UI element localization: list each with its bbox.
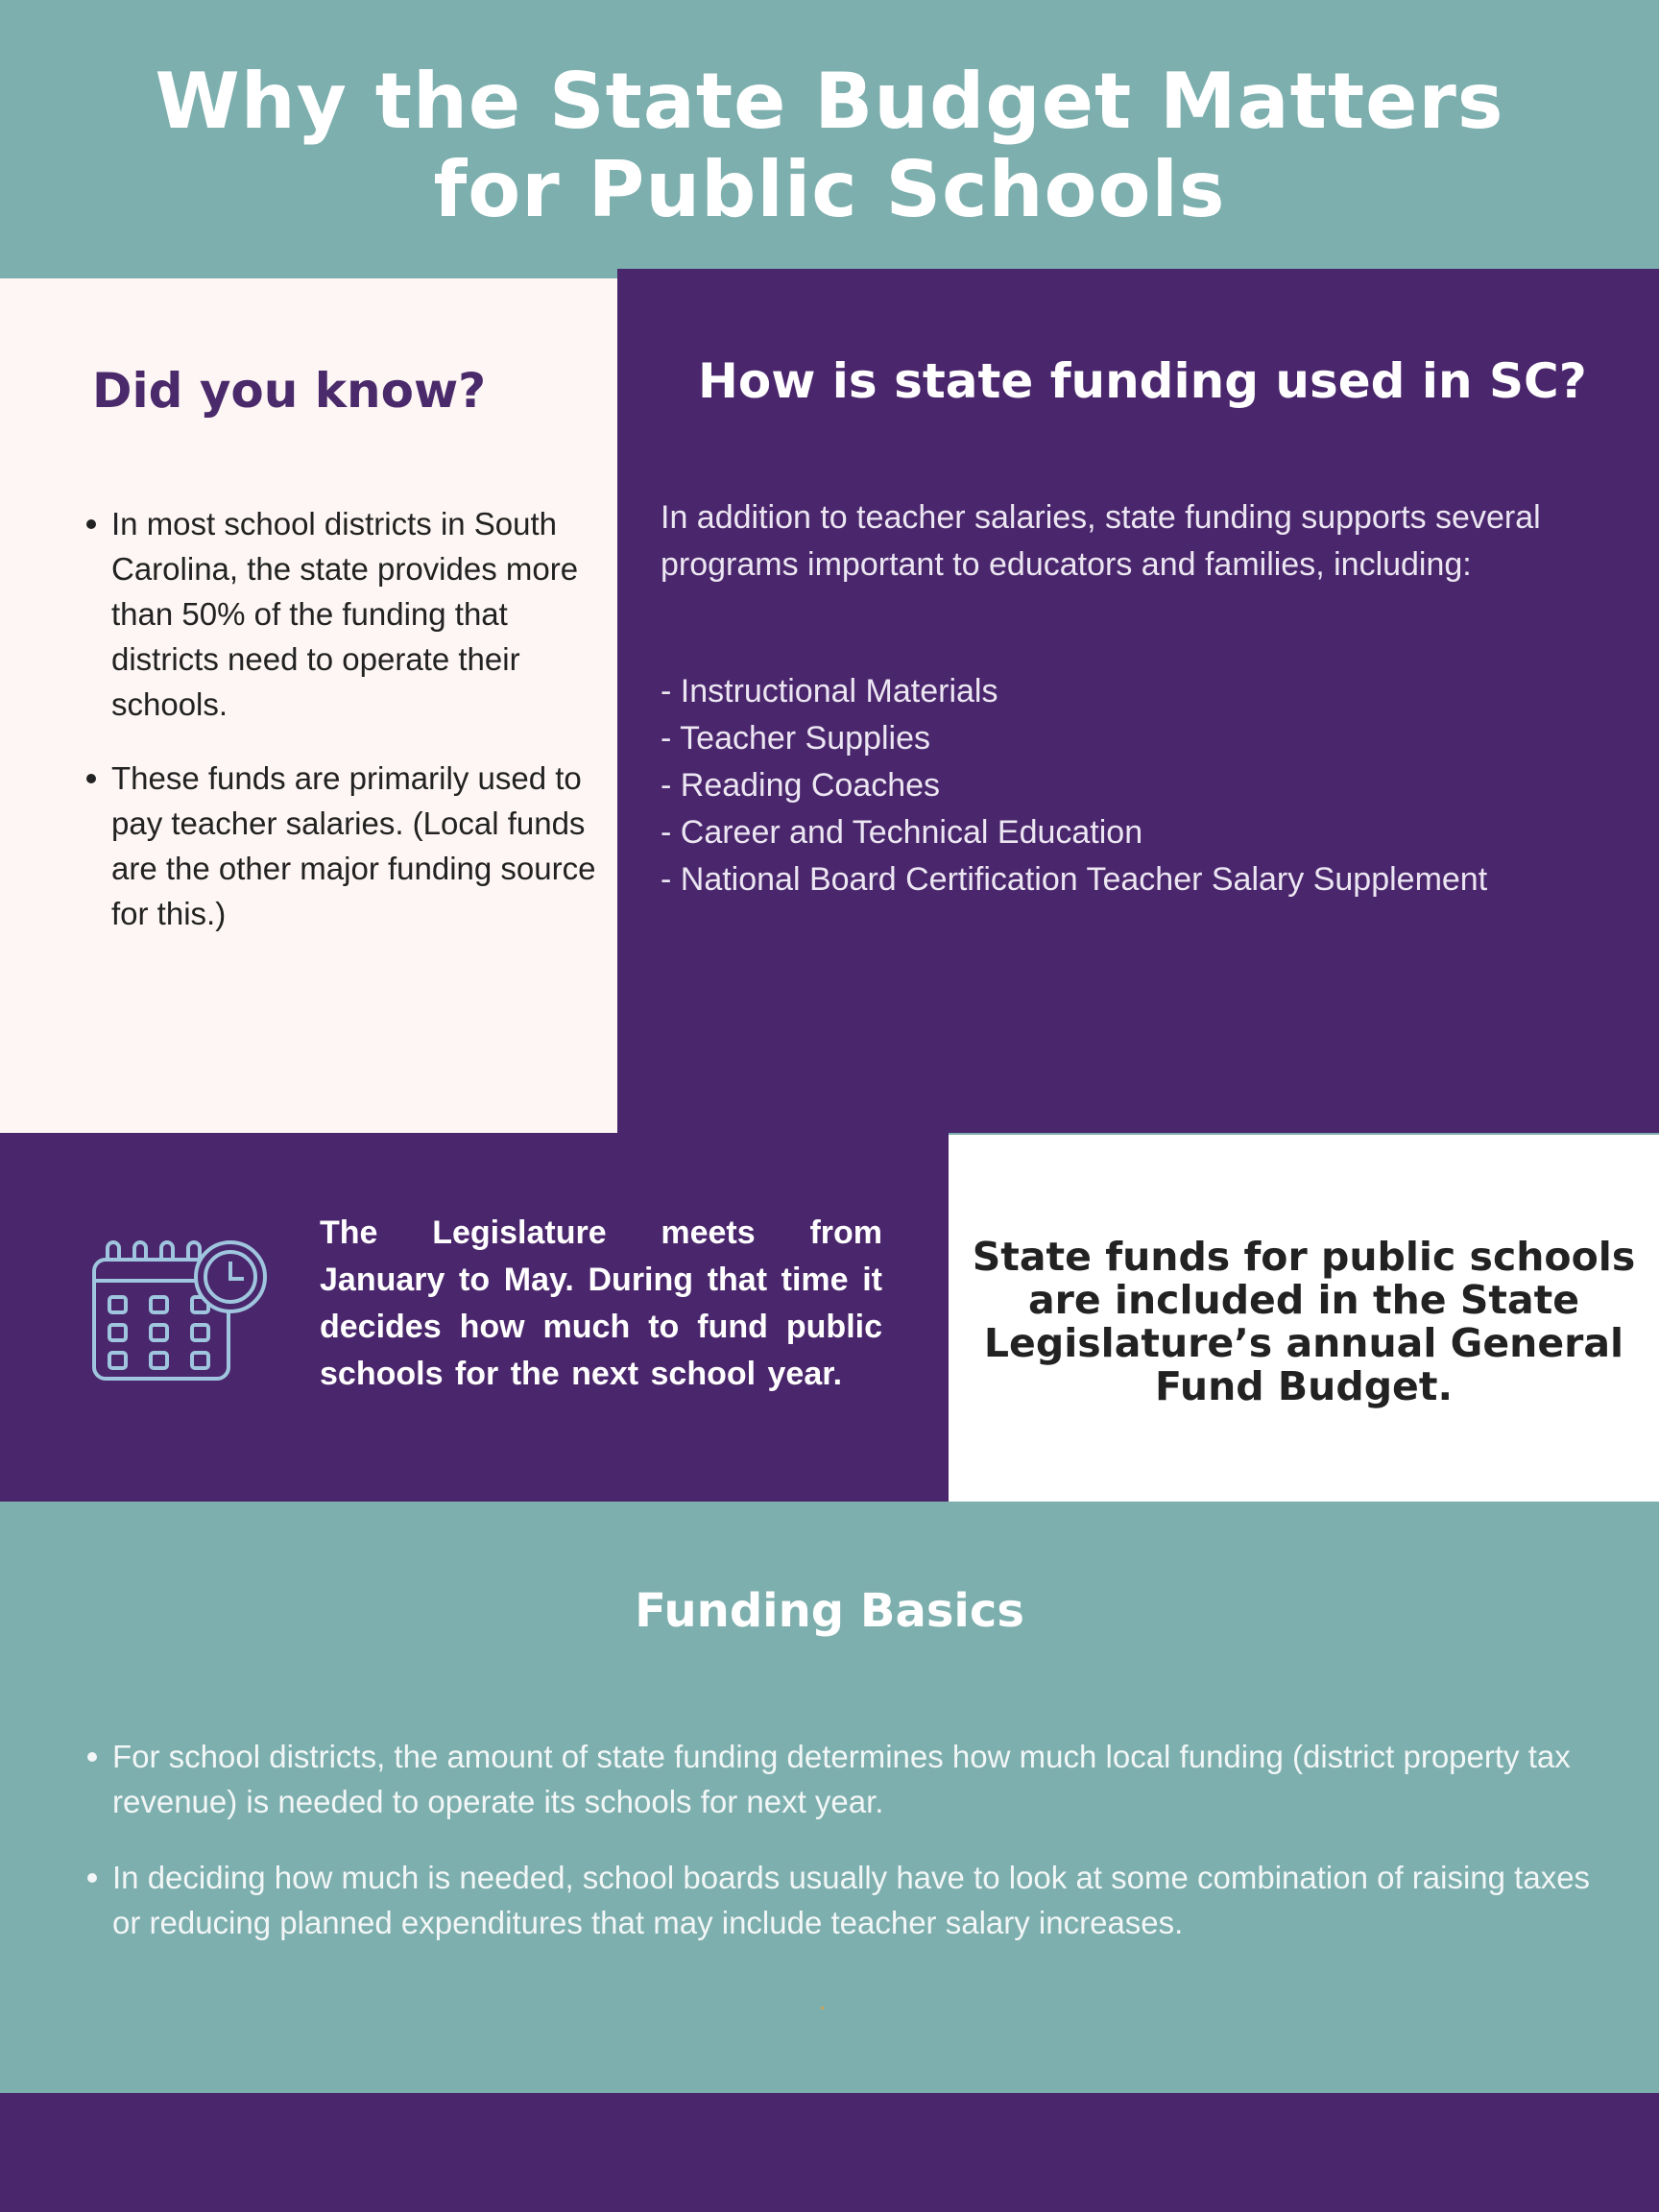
- list-item: In deciding how much is needed, school boards usually have to look at some combination of raising taxes or reducing planned expenditures that may include teacher salary increases.: [112, 1855, 1610, 1945]
- title-line-2: for Public Schools: [433, 145, 1226, 234]
- list-item: In most school districts in South Carolina, the state provides more than 50% of the funding that districts need to operate their schools.: [111, 501, 601, 727]
- did-you-know-panel: [0, 278, 617, 1133]
- footer-band: [0, 2093, 1659, 2212]
- funding-basics-heading: Funding Basics: [635, 1584, 1024, 1638]
- state-funding-uses-heading: How is state funding used in SC?: [698, 353, 1587, 409]
- state-funds-callout: [949, 1135, 1659, 1502]
- page-title: [0, 58, 1659, 234]
- state-funding-uses-panel: [617, 269, 1659, 1133]
- program-item: - Teacher Supplies: [661, 720, 930, 757]
- state-funds-text: State funds for public schools are included in the State Legislature’s annual General Fund Budget.: [972, 1234, 1636, 1409]
- funding-basics-panel: [0, 1502, 1659, 2093]
- program-item: - Reading Coaches: [661, 767, 941, 804]
- funding-basics-list: [112, 1734, 1610, 1976]
- program-item: - Instructional Materials: [661, 673, 998, 709]
- legislature-schedule-text: The Legislature meets from January to May. During that time it decides how much to fund public schools for the next school year.: [320, 1214, 882, 1392]
- calendar-clock-icon: [88, 1238, 275, 1382]
- program-item: - Career and Technical Education: [661, 814, 1143, 851]
- did-you-know-heading: Did you know?: [92, 363, 487, 419]
- decorative-dot: [821, 2007, 824, 2009]
- list-item: For school districts, the amount of state funding determines how much local funding (district property tax revenue) is needed to operate its schools for next year.: [112, 1734, 1610, 1824]
- title-line-1: Why the State Budget Matters: [155, 57, 1504, 146]
- did-you-know-list: [111, 501, 601, 965]
- programs-list: [661, 668, 1649, 903]
- legislature-schedule-panel: [0, 1133, 949, 1502]
- state-funding-intro: In addition to teacher salaries, state funding supports several programs important to educators and families, including:: [661, 499, 1541, 583]
- program-item: - National Board Certification Teacher Salary Supplement: [661, 861, 1488, 898]
- header-banner: [0, 0, 1659, 269]
- list-item: These funds are primarily used to pay teacher salaries. (Local funds are the other major funding source for this.): [111, 756, 601, 936]
